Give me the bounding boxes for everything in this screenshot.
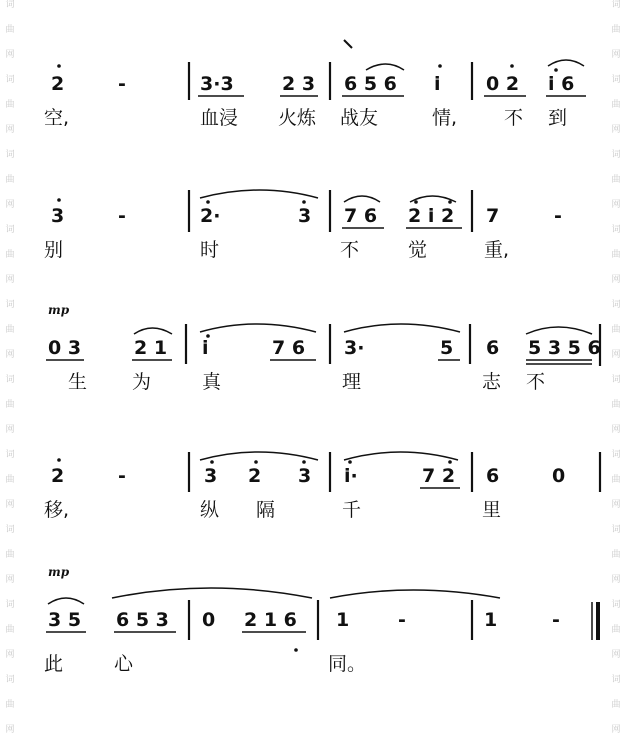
note: 3·3: [200, 73, 234, 95]
watermark-char: 曲: [5, 550, 15, 560]
score-row-3: [46, 303, 601, 393]
watermark-char: 网: [5, 725, 15, 735]
dot-low: [294, 648, 298, 652]
note-dash: -: [118, 205, 126, 227]
watermark-char: 曲: [5, 25, 15, 35]
watermark-char: 曲: [5, 175, 15, 185]
lyric: 别: [44, 239, 64, 261]
stray-mark: [344, 40, 352, 48]
watermark-char: 曲: [5, 250, 15, 260]
watermark-char: 词: [5, 525, 15, 535]
watermark-char: 词: [5, 225, 15, 235]
dynamic-mark: mp: [48, 303, 70, 317]
lyric: 心: [114, 653, 134, 675]
lyric: 志: [482, 371, 502, 393]
watermark-char: 网: [5, 500, 15, 510]
watermark-char: 曲: [611, 250, 621, 260]
watermark-char: 网: [611, 125, 621, 135]
watermark-char: 词: [5, 300, 15, 310]
note: 2 3: [282, 73, 316, 95]
watermark-char: 网: [5, 50, 15, 60]
note: 7 6: [344, 205, 378, 227]
watermark-char: 曲: [611, 100, 621, 110]
watermark-char: 网: [5, 125, 15, 135]
slur: [48, 598, 84, 604]
lyric: 此: [44, 653, 64, 675]
note: 0 2: [486, 73, 520, 95]
dot-high: [57, 198, 61, 202]
watermark-char: 词: [611, 300, 621, 310]
slur: [134, 328, 172, 334]
watermark-char: 曲: [611, 325, 621, 335]
watermark-char: 曲: [611, 700, 621, 710]
watermark-char: 曲: [611, 175, 621, 185]
lyric: 里: [482, 499, 502, 521]
dot-high: [448, 460, 452, 464]
lyric: 同。: [328, 653, 367, 675]
lyric: 真: [202, 371, 222, 393]
note: 3 5: [48, 609, 82, 631]
watermark-char: 网: [611, 425, 621, 435]
slur: [200, 324, 316, 332]
watermark-char: 曲: [611, 400, 621, 410]
watermark-char: 网: [611, 725, 621, 735]
watermark-char: 网: [5, 425, 15, 435]
slur: [200, 190, 318, 198]
watermark-char: 网: [611, 575, 621, 585]
watermark-char: 曲: [611, 625, 621, 635]
watermark-char: 词: [611, 150, 621, 160]
lyric: 血浸: [200, 107, 239, 129]
watermark-char: 词: [611, 600, 621, 610]
dot-high: [414, 200, 418, 204]
note: 2: [248, 465, 262, 487]
watermark-char: 词: [611, 525, 621, 535]
note: 7 2: [422, 465, 456, 487]
note: 2·: [200, 205, 221, 227]
dot-high: [57, 64, 61, 68]
watermark-char: 曲: [5, 700, 15, 710]
note: 6 5 6: [344, 73, 397, 95]
note: 6: [486, 337, 500, 359]
lyric: 纵: [200, 499, 220, 521]
score-row-4: [44, 452, 600, 521]
lyric: 生: [68, 371, 88, 393]
watermark-char: 曲: [5, 100, 15, 110]
dot-high: [210, 460, 214, 464]
lyric: 不: [526, 371, 546, 393]
note: 3·: [344, 337, 365, 359]
lyric: 到: [548, 107, 568, 129]
watermark-char: 网: [5, 275, 15, 285]
lyric: 不: [504, 107, 524, 129]
note: 6 5 3: [116, 609, 169, 631]
note-dash: -: [118, 73, 126, 95]
slur: [344, 452, 458, 460]
watermark-char: 曲: [5, 475, 15, 485]
dot-high: [554, 68, 558, 72]
note: 2 1 6: [244, 609, 297, 631]
dynamic-mark: mp: [48, 565, 70, 579]
note: 2: [51, 465, 65, 487]
lyric: 战友: [340, 107, 379, 129]
dot-high: [348, 460, 352, 464]
score-row-1: [44, 60, 586, 129]
note: 5 3 5 6: [528, 337, 601, 359]
watermark-char: 词: [611, 225, 621, 235]
watermark-char: 网: [611, 350, 621, 360]
note: 0 3: [48, 337, 82, 359]
note: i 6: [548, 73, 575, 95]
watermark-char: 曲: [5, 625, 15, 635]
lyric: 不: [340, 239, 360, 261]
lyric: 情,: [432, 107, 458, 129]
lyric: 空,: [44, 107, 70, 129]
note: i·: [344, 465, 358, 487]
watermark-char: 网: [5, 650, 15, 660]
watermark-char: 网: [611, 200, 621, 210]
note: 3: [298, 465, 312, 487]
note: 2 1: [134, 337, 168, 359]
dot-high: [206, 200, 210, 204]
watermark-char: 网: [611, 50, 621, 60]
lyric: 为: [132, 371, 152, 393]
note-dash: -: [398, 609, 406, 631]
note-dash: -: [552, 609, 560, 631]
note: 2: [51, 73, 65, 95]
note: 3: [204, 465, 218, 487]
lyric: 时: [200, 239, 220, 261]
watermark-char: 网: [5, 200, 15, 210]
dot-high: [302, 460, 306, 464]
note: 1: [484, 609, 498, 631]
dot-high: [510, 64, 514, 68]
note: 3: [298, 205, 312, 227]
note: i: [434, 73, 441, 95]
note-dash: -: [118, 465, 126, 487]
lyric: 千: [342, 499, 362, 521]
dot-high: [438, 64, 442, 68]
note: 7 6: [272, 337, 306, 359]
note: 3: [51, 205, 65, 227]
note-dash: -: [554, 205, 562, 227]
dot-high: [448, 200, 452, 204]
slur: [200, 452, 318, 460]
watermark-char: 网: [611, 275, 621, 285]
note: i: [202, 337, 209, 359]
lyric: 火炼: [278, 107, 317, 129]
watermark-char: 词: [611, 450, 621, 460]
dot-high: [57, 458, 61, 462]
watermark-char: 词: [611, 75, 621, 85]
slur: [548, 60, 584, 66]
watermark-char: 曲: [611, 550, 621, 560]
slur: [330, 590, 500, 598]
slur: [526, 327, 592, 334]
lyric: 隔: [256, 499, 276, 521]
note: 2 i 2: [408, 205, 455, 227]
lyric: 觉: [408, 239, 428, 261]
watermark-char: 网: [5, 575, 15, 585]
slur: [344, 196, 380, 202]
watermark-char: 词: [5, 150, 15, 160]
note: 1: [336, 609, 350, 631]
watermark-char: 词: [5, 375, 15, 385]
watermark-char: 曲: [5, 400, 15, 410]
watermark-char: 曲: [611, 25, 621, 35]
watermark-char: 网: [5, 350, 15, 360]
lyric: 重,: [484, 239, 510, 261]
watermark-char: 词: [5, 675, 15, 685]
lyric: 理: [342, 371, 362, 393]
slur: [366, 64, 404, 70]
watermark-char: 网: [611, 650, 621, 660]
lyric: 移,: [44, 499, 70, 521]
watermark-char: 词: [5, 450, 15, 460]
dot-high: [254, 460, 258, 464]
watermark-char: 词: [5, 75, 15, 85]
dot-high: [302, 200, 306, 204]
score-row-5: [44, 565, 598, 675]
watermark-char: 词: [611, 675, 621, 685]
watermark-char: 网: [611, 500, 621, 510]
note: 0: [202, 609, 216, 631]
slur: [344, 324, 460, 332]
watermark-char: 曲: [611, 475, 621, 485]
note: 5: [440, 337, 454, 359]
score-row-2: [44, 190, 562, 261]
note: 7: [486, 205, 500, 227]
watermark-char: 词: [5, 0, 15, 10]
watermark-char: 词: [5, 600, 15, 610]
watermark-char: 词: [611, 375, 621, 385]
watermark-char: 曲: [5, 325, 15, 335]
watermark-char: 词: [611, 0, 621, 10]
slur: [112, 588, 312, 598]
note: 6: [486, 465, 500, 487]
note: 0: [552, 465, 566, 487]
